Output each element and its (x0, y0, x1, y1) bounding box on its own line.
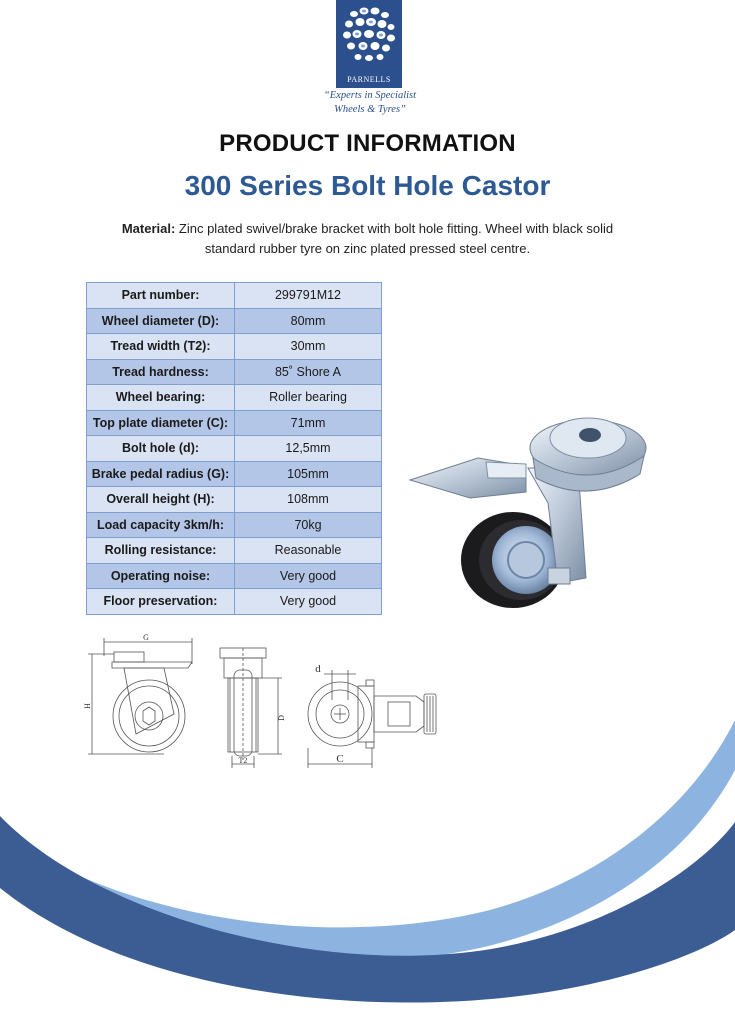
spec-label: Tread hardness: (87, 359, 235, 385)
spec-value: 85˚ Shore A (235, 359, 382, 385)
spec-value: 12,5mm (235, 436, 382, 462)
label-t2: T2 (238, 756, 248, 765)
material-description (110, 219, 625, 259)
table-row (87, 385, 382, 411)
product-title: 300 Series Bolt Hole Castor (184, 170, 551, 201)
spec-value: 70kg (235, 512, 382, 538)
spec-label: Tread width (T2): (87, 334, 235, 360)
footer-wave (0, 720, 735, 1024)
spec-label: Brake pedal radius (G): (87, 461, 235, 487)
spec-value: Very good (235, 563, 382, 589)
table-row (87, 487, 382, 513)
spec-value: 108mm (235, 487, 382, 513)
brake-pedal-top (486, 462, 526, 478)
spec-table (86, 282, 382, 615)
table-row (87, 512, 382, 538)
material-label: Material: (121, 221, 176, 236)
spec-value: 80mm (235, 308, 382, 334)
tagline-line-1: “Experts in Specialist (323, 90, 417, 101)
spec-label: Top plate diameter (C): (87, 410, 235, 436)
brand-name: PARNELLS (347, 75, 391, 84)
spec-value: Reasonable (235, 538, 382, 564)
bolt-hole (579, 428, 601, 442)
table-row (87, 436, 382, 462)
table-row (87, 308, 382, 334)
spec-label: Floor preservation: (87, 589, 235, 615)
spec-value: 105mm (235, 461, 382, 487)
spec-value: 299791M12 (235, 283, 382, 309)
castor-product-image (408, 408, 668, 608)
label-d-lower: d (315, 663, 321, 675)
brand-logo (336, 0, 402, 88)
spec-value: Very good (235, 589, 382, 615)
material-text: Zinc plated swivel/brake bracket with bolt hole fitting. Wheel with black solid standard rubber tyre on zinc plated pressed steel centre. (175, 221, 614, 256)
table-row (87, 563, 382, 589)
label-h: H (83, 703, 92, 709)
table-row (87, 410, 382, 436)
spec-label: Part number: (87, 283, 235, 309)
spec-label: Operating noise: (87, 563, 235, 589)
axle-nut (548, 568, 570, 584)
spec-label: Overall height (H): (87, 487, 235, 513)
spec-label: Load capacity 3km/h: (87, 512, 235, 538)
spec-value: 30mm (235, 334, 382, 360)
label-g: G (143, 633, 149, 642)
spec-label: Wheel diameter (D): (87, 308, 235, 334)
table-row (87, 461, 382, 487)
logo-dots-icon (336, 0, 402, 72)
table-row (87, 589, 382, 615)
page-heading: PRODUCT INFORMATION (219, 130, 516, 157)
wheel-hub (508, 542, 544, 578)
brand-tagline (300, 89, 440, 117)
tagline-line-2: Wheels & Tyres” (334, 104, 406, 115)
table-row (87, 283, 382, 309)
label-d-upper: D (277, 715, 286, 721)
spec-label: Wheel bearing: (87, 385, 235, 411)
spec-value: 71mm (235, 410, 382, 436)
spec-label: Rolling resistance: (87, 538, 235, 564)
table-row (87, 334, 382, 360)
label-c: C (336, 753, 344, 765)
table-row (87, 538, 382, 564)
table-row (87, 359, 382, 385)
spec-label: Bolt hole (d): (87, 436, 235, 462)
spec-value: Roller bearing (235, 385, 382, 411)
